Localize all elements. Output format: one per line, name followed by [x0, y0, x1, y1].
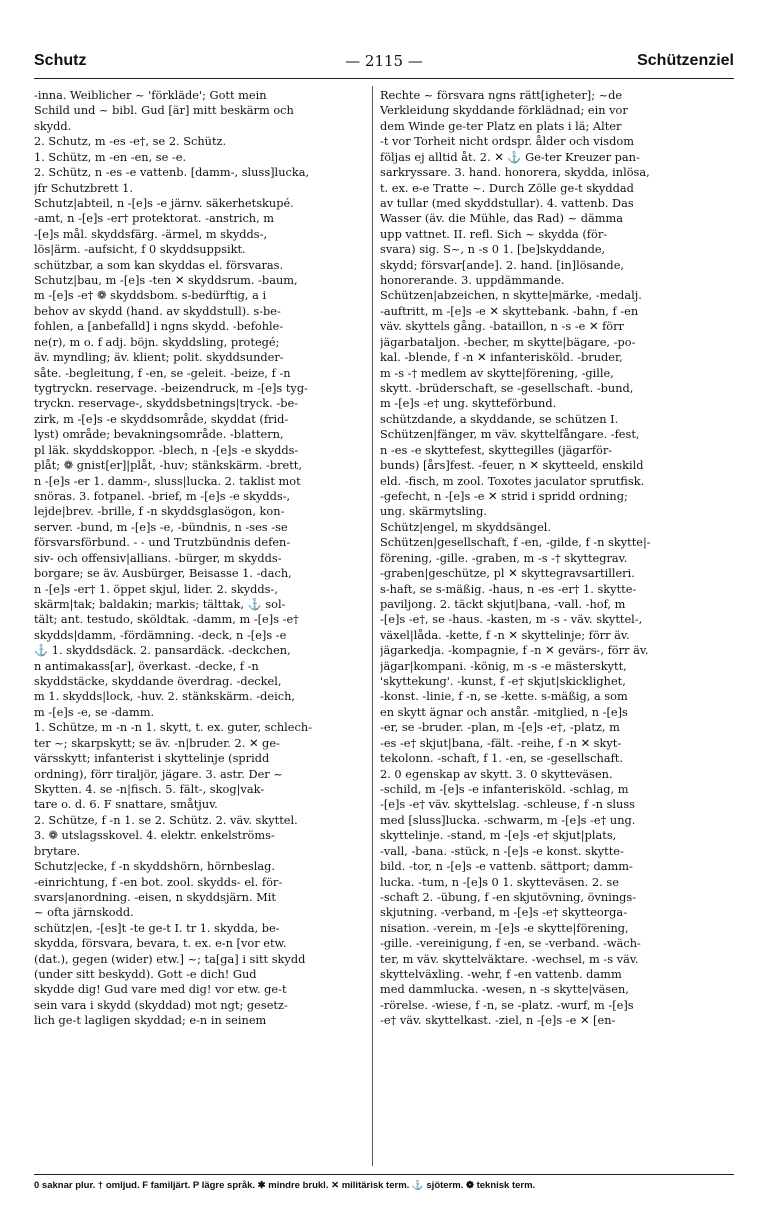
text-line: 2. Schütze, f -n 1. se 2. Schütz. 2. väv. skyttel. — [34, 812, 298, 827]
text-line: Schutz|abteil, n -[e]s -e järnv. säkerhetskupé. — [34, 195, 294, 210]
text-line: Schützen|gesellschaft, f -en, -gilde, f -n skytte|- — [380, 535, 651, 550]
text-line: 3. ❁ utslagsskovel. 4. elektr. enkelströms- — [34, 828, 275, 843]
text-line: honorerande. 3. uppdämmande. — [380, 273, 565, 288]
text-line: -vall, -bana. -stück, n -[e]s -e konst. skytte- — [380, 843, 624, 858]
text-line: jägar|kompani. -könig, m -s -e mästerskytt, — [380, 658, 627, 673]
text-line: -e† väv. skyttelkast. -ziel, n -[e]s -e ✕ [en- — [380, 1013, 616, 1028]
text-line: lich ge-t lagligen skyddad; e-n in seinem — [34, 1013, 267, 1028]
text-line: sein vara i skydd (skyddad) mot ngt; gesetz- — [34, 997, 288, 1012]
text-line: m -s -† medlem av skytte|förening, -gille, — [380, 365, 614, 380]
text-line: -auftritt, m -[e]s -e ✕ skyttebank. -bahn, f -en — [380, 303, 639, 318]
text-line: med dammlucka. -wesen, n -s skytte|väsen, — [380, 982, 629, 997]
text-line: Wasser (äv. die Mühle, das Rad) ~ dämma — [380, 211, 623, 226]
text-line: paviljong. 2. täckt skjut|bana, -vall. -hof, m — [380, 596, 626, 611]
text-line: 2. 0 egenskap av skytt. 3. 0 skytteväsen. — [380, 766, 613, 781]
text-line: (under sitt beskydd). Gott -e dich! Gud — [34, 967, 257, 982]
text-line: såte. -begleitung, f -en, se -geleit. -beize, f -n — [34, 365, 291, 380]
text-line: Skytten. 4. se -n|fisch. 5. fält-, skog|vak- — [34, 781, 265, 796]
text-line: n -[e]s -er 1. damm-, sluss|lucka. 2. taklist mot — [34, 473, 301, 488]
right-column — [380, 88, 709, 1164]
left-column — [34, 88, 363, 1164]
text-line: tekolonn. -schaft, f 1. -en, se -gesellschaft. — [380, 751, 623, 766]
text-line: pl läk. skyddskoppor. -blech, n -[e]s -e skydds- — [34, 442, 299, 457]
text-line: bunds) [års]fest. -feuer, n ✕ skytteeld, enskild — [380, 458, 644, 473]
text-line: -gefecht, n -[e]s -e ✕ strid i spridd ordning; — [380, 488, 628, 503]
text-line: m -[e]s -e† ❁ skyddsbom. s-bedürftig, a i — [34, 288, 267, 303]
text-line: lös|ärm. -aufsicht, f 0 skyddsuppsikt. — [34, 242, 246, 257]
text-line: lucka. -tum, n -[e]s 0 1. skytteväsen. 2. se — [380, 874, 619, 889]
text-line: 2. Schutz, m -es -e†, se 2. Schütz. — [34, 134, 227, 149]
text-line: -schild, m -[e]s -e infanterisköld. -schlag, m — [380, 781, 629, 796]
text-line: behov av skydd (hand. av skyddstull). s-be- — [34, 303, 281, 318]
text-line: plåt; ❁ gnist[er]|plåt, -huv; stänkskärm. -brett, — [34, 458, 302, 473]
text-line: ordning), förr tiraljör, jägare. 3. astr. Der ~ — [34, 766, 283, 781]
text-line: jfr Schutzbrett 1. — [34, 180, 133, 195]
text-line: värsskytt; infanterist i skyttelinje (spridd — [34, 751, 270, 766]
text-line: Schild und ~ bibl. Gud [är] mitt beskärm och — [34, 103, 294, 118]
text-line: ne(r), m o. f adj. böjn. skyddsling, protegé; — [34, 334, 280, 349]
text-line: Schützen|fänger, m väv. skyttelfångare. -fest, — [380, 427, 640, 442]
text-line: en skytt ägnar och anstår. -mitglied, n -[e]s — [380, 704, 628, 719]
text-line: ter, m väv. skyttelväktare. -wechsel, m -s väv. — [380, 951, 639, 966]
text-line: s-haft, se s-mäßig. -haus, n -es -er† 1. skytte- — [380, 581, 637, 596]
text-line: svars|anordning. -eisen, n skyddsjärn. Mit — [34, 889, 276, 904]
text-line: m -[e]s -e, se -damm. — [34, 704, 155, 719]
text-line: snöras. 3. fotpanel. -brief, m -[e]s -e skydds-, — [34, 488, 291, 503]
text-line: schütz|en, -[es]t -te ge-t I. tr 1. skydda, be- — [34, 920, 280, 935]
text-line: siv- och offensiv|allians. -bürger, m skydds- — [34, 550, 282, 565]
header-rule — [34, 78, 734, 79]
text-line: dem Winde ge-ter Platz en plats i lä; Alter — [380, 118, 622, 133]
text-line: -er, se -bruder. -plan, m -[e]s -e†, -platz, m — [380, 720, 620, 735]
text-line: väv. skyttels gång. -bataillon, n -s -e ✕ förr — [380, 319, 624, 334]
text-line: skjutning. -verband, m -[e]s -e† skytteorga- — [380, 905, 628, 920]
text-line: kal. -blende, f -n ✕ infanterisköld. -bruder, — [380, 350, 623, 365]
guide-word-right: Schützenziel — [637, 52, 734, 69]
text-line: skytt. -brüderschaft, se -gesellschaft. -bund, — [380, 381, 634, 396]
text-line: skydde dig! Gud vare med dig! vor etw. ge-t — [34, 982, 287, 997]
text-line: -[e]s -e† väv. skyttelslag. -schleuse, f -n sluss — [380, 797, 635, 812]
text-line: -einrichtung, f -en bot. zool. skydds- el. för- — [34, 874, 283, 889]
text-line: Verkleidung skyddande förklädnad; ein vor — [380, 103, 628, 118]
text-line: skyddstäcke, skyddande överdrag. -deckel, — [34, 674, 282, 689]
text-line: skyttelinje. -stand, m -[e]s -e† skjut|plats, — [380, 828, 617, 843]
text-line: Schützen|abzeichen, n skytte|märke, -medalj. — [380, 288, 642, 303]
text-line: Schutz|bau, m -[e]s -ten ✕ skyddsrum. -baum, — [34, 273, 298, 288]
column-divider — [372, 86, 373, 1166]
text-line: schützdande, a skyddande, se schützen I. — [380, 411, 619, 426]
text-line: förening, -gille. -graben, m -s -† skyttegrav. — [380, 550, 628, 565]
text-line: -rörelse. -wiese, f -n, se -platz. -wurf, m -[e]s — [380, 997, 634, 1012]
text-line: (dat.), gegen (wider) etw.] ~; ta[ga] i sitt skydd — [34, 951, 306, 966]
text-line: fohlen, a [anbefalld] i ngns skydd. -befohle- — [34, 319, 284, 334]
text-line: -[e]s -e†, se -haus. -kasten, m -s - väv. skyttel-, — [380, 612, 643, 627]
text-line: 'skyttekung'. -kunst, f -e† skjut|skicklighet, — [380, 674, 626, 689]
text-line: 1. Schütze, m -n -n 1. skytt, t. ex. guter, schlech- — [34, 720, 312, 735]
text-line: n -[e]s -er† 1. öppet skjul, lider. 2. skydds-, — [34, 581, 278, 596]
text-line: schützbar, a som kan skyddas el. försvaras. — [34, 257, 284, 272]
text-line: sarkryssare. 3. hand. honorera, skydda, inlösa, — [380, 165, 650, 180]
text-line: -amt, n -[e]s -er† protektorat. -anstrich, m — [34, 211, 275, 226]
text-line: skydd. — [34, 118, 72, 133]
text-line: skydda, försvara, bevara, t. ex. e-n [vor etw. — [34, 936, 287, 951]
text-line: med [sluss]lucka. -schwarm, m -[e]s -e† ung. — [380, 812, 636, 827]
text-line: -konst. -linie, f -n, se -kette. s-mäßig, a som — [380, 689, 628, 704]
footnote-rule — [34, 1174, 734, 1175]
text-line: jägarkedja. -kompagnie, f -n ✕ gevärs-, förr äv. — [380, 643, 649, 658]
page-number: — 2115 — — [345, 52, 423, 70]
text-line: 1. Schütz, m -en -en, se -e. — [34, 149, 187, 164]
text-line: jägarbataljon. -becher, m skytte|bägare, -po- — [380, 334, 636, 349]
text-line: Rechte ~ försvara ngns rätt[igheter]; ~de — [380, 88, 623, 102]
text-line: m -[e]s -e† ung. skytteförbund. — [380, 396, 557, 411]
text-line: t. ex. e-e Tratte ~. Durch Zölle ge-t skyddad — [380, 180, 634, 195]
text-line: -t vor Torheit nicht ordspr. ålder och visdom — [380, 134, 634, 149]
text-line: zirk, m -[e]s -e skyddsområde, skyddat (frid- — [34, 411, 289, 426]
text-line: av tullar (med skyddstullar). 4. vattenb. Das — [380, 195, 634, 210]
text-line: tare o. d. 6. F snattare, småtjuv. — [34, 797, 218, 812]
text-line: server. -bund, m -[e]s -e, -bündnis, n -ses -se — [34, 519, 288, 534]
text-line: borgare; se äv. Ausbürger, Beisasse 1. -dach, — [34, 566, 292, 581]
text-line: n antimakass[ar], överkast. -decke, f -n — [34, 658, 259, 673]
text-line: nisation. -verein, m -[e]s -e skytte|förening, — [380, 920, 629, 935]
text-line: Schütz|engel, m skyddsängel. — [380, 519, 552, 534]
text-line: -es -e† skjut|bana, -fält. -reihe, f -n ✕ skyt- — [380, 735, 622, 750]
text-line: skyttelväxling. -wehr, f -en vattenb. damm — [380, 967, 622, 982]
text-line: -gille. -vereinigung, f -en, se -verband. -wäch- — [380, 936, 641, 951]
guide-word-left: Schutz — [34, 52, 87, 69]
text-line: ⚓ 1. skyddsdäck. 2. pansardäck. -deckchen, — [34, 643, 291, 658]
text-line: äv. myndling; äv. klient; polit. skyddsunder- — [34, 350, 284, 365]
text-line: försvarsförbund. - - und Trutzbündnis defen- — [34, 535, 291, 550]
text-line: n -es -e skyttefest, skyttegilles (jägarför- — [380, 442, 613, 457]
text-line: ~ ofta järnskodd. — [34, 905, 134, 920]
footnote-legend: 0 saknar plur. † omljud. F familjärt. P lägre språk. ✱ mindre brukl. ✕ militärisk term. ⚓ sjöterm. ❁ teknisk term. — [34, 1180, 536, 1191]
text-line: svara) sig. S~, n -s 0 1. [be]skyddande, — [380, 242, 606, 257]
text-line: bild. -tor, n -[e]s -e vattenb. sättport; damm- — [380, 859, 633, 874]
text-line: följas ej alltid åt. 2. ✕ ⚓ Ge-ter Kreuzer pan- — [380, 149, 640, 164]
text-line: m 1. skydds|lock, -huv. 2. stänkskärm. -deich, — [34, 689, 295, 704]
text-line: tygtryckn. reservage. -beizendruck, m -[e]s tyg- — [34, 381, 308, 396]
text-line: upp vattnet. II. refl. Sich ~ skydda (för- — [380, 226, 608, 241]
text-line: skärm|tak; baldakin; markis; tälttak, ⚓ sol- — [34, 596, 286, 611]
text-line: ung. skärmytsling. — [380, 504, 487, 519]
text-line: -inna. Weiblicher ~ 'förkläde'; Gott mein — [34, 88, 267, 102]
text-line: lejde|brev. -brille, f -n skyddsglasögon, kon- — [34, 504, 285, 519]
text-line: ter ~; skarpskytt; se äv. -n|bruder. 2. ✕ ge- — [34, 735, 280, 750]
text-line: växel|låda. -kette, f -n ✕ skyttelinje; förr äv. — [380, 627, 630, 642]
text-line: 2. Schütz, n -es -e vattenb. [damm-, sluss]lucka, — [34, 165, 310, 180]
text-line: lyst) område; bevakningsområde. -blattern, — [34, 427, 284, 442]
text-line: Schutz|ecke, f -n skyddshörn, hörnbeslag. — [34, 859, 275, 874]
text-line: -[e]s mål. skyddsfärg. -ärmel, m skydds-, — [34, 226, 268, 241]
text-line: -schaft 2. -übung, f -en skjutövning, övnings- — [380, 889, 637, 904]
page-header — [34, 52, 734, 78]
text-line: brytare. — [34, 843, 81, 858]
text-line: skydd; försvar[ande]. 2. hand. [in]lösande, — [380, 257, 625, 272]
text-line: tryckn. reservage-, skyddsbetnings|tryck. -be- — [34, 396, 299, 411]
text-line: eld. -fisch, m zool. Toxotes jaculator sprutfisk. — [380, 473, 645, 488]
text-line: -graben|geschütze, pl ✕ skyttegravsartilleri. — [380, 566, 635, 581]
text-line: skydds|damm, -fördämning. -deck, n -[e]s -e — [34, 627, 287, 642]
text-line: tält; ant. testudo, sköldtak. -damm, m -[e]s -e† — [34, 612, 299, 627]
